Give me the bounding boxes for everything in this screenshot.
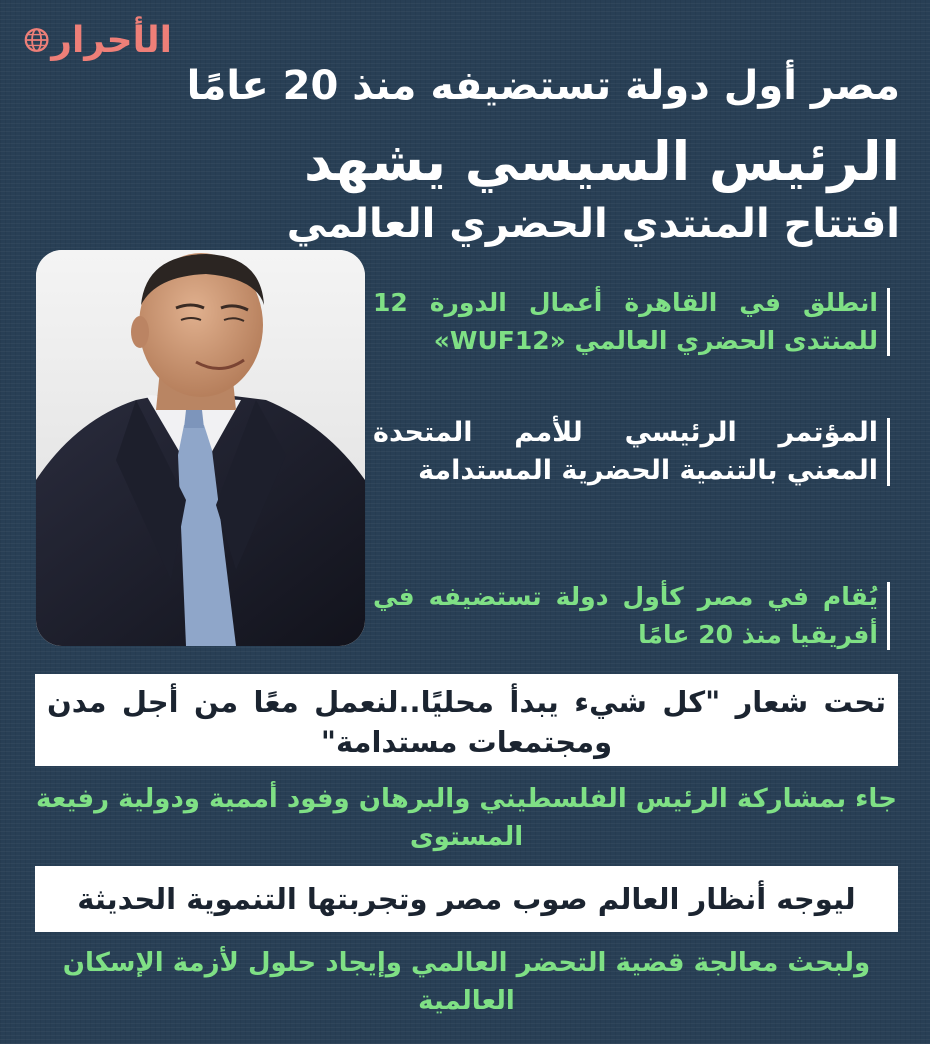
headline-line-1: مصر أول دولة تستضيفه منذ 20 عامًا xyxy=(186,63,900,109)
purpose-box: ليوجه أنظار العالم صوب مصر وتجربتها التنموية الحديثة xyxy=(35,866,898,932)
headline-line-2: الرئيس السيسي يشهد xyxy=(303,130,900,193)
president-photo xyxy=(36,250,365,646)
bullet-item: يُقام في مصر كأول دولة تستضيفه في أفريقيا منذ 20 عامًا xyxy=(373,578,890,654)
bullet-item: انطلق في القاهرة أعمال الدورة 12 للمنتدى الحضري العالمي «WUF12» xyxy=(373,284,890,360)
headline-line-3: افتتاح المنتدي الحضري العالمي xyxy=(286,201,900,247)
closing-text: ولبحث معالجة قضية التحضر العالمي وإيجاد حلول لأزمة الإسكان العالمية xyxy=(62,948,871,1016)
portrait-illustration xyxy=(36,250,365,646)
globe-icon xyxy=(24,26,49,54)
logo-text: الأحرار xyxy=(51,19,172,61)
slogan-box: تحت شعار "كل شيء يبدأ محليًا..لنعمل معًا من أجل مدن ومجتمعات مستدامة" xyxy=(35,674,898,766)
participation-text: جاء بمشاركة الرئيس الفلسطيني والبرهان وفود أممية ودولية رفيعة المستوى xyxy=(36,784,897,852)
bullet-item: المؤتمر الرئيسي للأمم المتحدة المعني بالتنمية الحضرية المستدامة xyxy=(373,414,890,490)
